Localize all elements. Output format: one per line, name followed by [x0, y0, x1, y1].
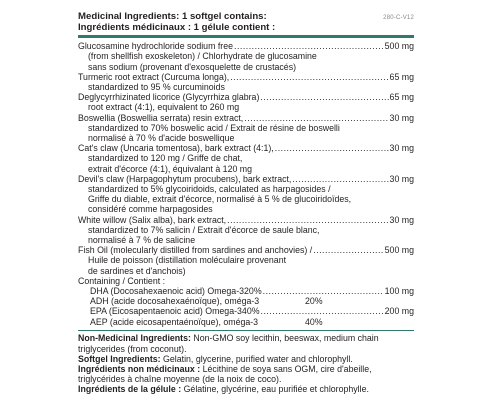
- ingredient-row: [78, 113, 414, 123]
- ingredient-name: Boswellia (Boswellia serrata) resin extract,: [78, 112, 244, 123]
- containing-label: Containing / Contient :: [78, 275, 166, 286]
- dot-leader: [263, 286, 384, 296]
- ingredient-amount: 500 mg: [384, 245, 414, 256]
- ingredient-detail: normalisé à 70 % d'acide boswellique: [88, 133, 235, 144]
- ingredient-detail: Griffe du diable, extrait d'écorce, normalisé à 5 % de glucoiridoïdes,: [88, 194, 352, 205]
- ingredient-amount: 30 mg: [389, 112, 414, 123]
- containing-row: [78, 317, 414, 327]
- ingredient-row: [78, 245, 414, 255]
- ingredient-name: Deglycyrrhizinated licorice (Glycyrrhiza glabra): [78, 92, 260, 103]
- non-medicinal-paragraph: [78, 364, 414, 384]
- ingredient-detail: standardized to 70% boswelic acid / Extrait de résine de boswelli: [88, 122, 340, 133]
- dot-leader: [313, 245, 383, 255]
- non-medicinal-text: Non-GMO soy lecithin, beeswax, medium chain triglycerides (from coconut).: [78, 333, 379, 354]
- ingredient-detail: normalisé à 7 % de salicine: [88, 235, 196, 246]
- containing-row: [78, 306, 414, 316]
- ingredient-name: Turmeric root extract (Curcuma longa),: [78, 71, 230, 82]
- dot-leader: [275, 143, 389, 153]
- product-code: 280-C-V12: [383, 15, 414, 21]
- ingredient-detail: standardized to 120 mg / Griffe de chat,: [88, 153, 243, 164]
- ingredient-name: Devil's claw (Harpagophytum procubens), bark extract,: [78, 173, 292, 184]
- containing-row: [78, 296, 414, 306]
- containing-percent: 20%: [244, 286, 262, 297]
- non-medicinal-label: Non-Medicinal Ingredients:: [78, 333, 191, 344]
- ingredient-row: [78, 72, 414, 82]
- ingredient-amount: 65 mg: [389, 71, 414, 82]
- ingredient-name: Cat's claw (Uncaria tomentosa), bark extract (4:1),: [78, 143, 274, 154]
- non-medicinal-section: [78, 333, 414, 394]
- ingredient-name: Fish Oil (molecularly distilled from sardines and anchovies) /: [78, 245, 313, 256]
- ingredient-row: [78, 215, 414, 225]
- ingredient-detail: standardized to 7% salicin / Extrait d'écorce de saule blanc,: [88, 224, 320, 235]
- dot-leader: [260, 92, 388, 102]
- supplement-facts-panel: [78, 12, 414, 395]
- non-medicinal-text: Gélatine, glycérine, eau purifiée et chlorophylle.: [181, 384, 369, 395]
- dot-leader: [244, 113, 388, 123]
- containing-name: ADH (acide docosahexaénoïque), oméga-3: [90, 296, 260, 307]
- containing-name: DHA (Docosahexaenoic acid) Omega-3: [90, 286, 245, 297]
- non-medicinal-label: Ingrédients de la gélule :: [78, 384, 182, 395]
- header-fr: Ingrédients médicinaux : 1 gélule contient :: [78, 21, 276, 33]
- containing-row: [78, 286, 414, 296]
- containing-percent: 20%: [305, 296, 323, 307]
- containing-amount: 100 mg: [384, 286, 414, 297]
- ingredient-detail: extrait d'écorce (4:1), équivalant à 120 mg: [88, 163, 253, 174]
- ingredient-detail: de sardines et d'anchois): [88, 265, 186, 276]
- ingredient-amount: 65 mg: [389, 92, 414, 103]
- dot-leader: [292, 174, 388, 184]
- dot-leader: [261, 306, 384, 316]
- non-medicinal-paragraph: [78, 384, 414, 394]
- dot-leader: [230, 72, 388, 82]
- ingredient-row: [78, 92, 414, 102]
- containing-percent: 40%: [241, 306, 260, 317]
- ingredient-list: [78, 41, 414, 276]
- containing-percent: 40%: [305, 316, 323, 327]
- dot-leader: [227, 215, 388, 225]
- ingredient-name: Glucosamine hydrochloride sodium free: [78, 41, 233, 52]
- ingredient-row: [78, 143, 414, 153]
- non-medicinal-label: Softgel Ingredients:: [78, 353, 161, 364]
- containing-amount: 200 mg: [384, 306, 414, 317]
- ingredient-detail: sans sodium (provenant d'exosquelette de crustacés): [88, 61, 297, 72]
- ingredient-detail: standardized to 95 % curcuminoids: [88, 82, 225, 92]
- dot-leader: [234, 41, 384, 51]
- containing-name: AEP (acide eicosapentaénoïque), oméga-3: [90, 316, 259, 327]
- ingredient-detail: Huile de poisson (distillation moléculaire provenant: [88, 255, 287, 266]
- containing-list: [78, 286, 414, 327]
- ingredient-detail: (from shellfish exoskeleton) / Chlorhydrate de glucosamine: [88, 51, 317, 62]
- ingredient-amount: 30 mg: [389, 143, 414, 154]
- ingredient-amount: 30 mg: [389, 173, 414, 184]
- non-medicinal-text: Lécithine de soya sans OGM, cire d'abeille, triglycérides à chaîne moyenne (de la noix de coco).: [78, 363, 372, 385]
- ingredient-detail: root extract (4:1), equivalent to 260 mg: [88, 102, 240, 113]
- ingredient-row: [78, 174, 414, 184]
- ingredient-name: White willow (Salix alba), bark extract,: [78, 214, 227, 225]
- ingredient-row: [78, 41, 414, 51]
- containing-name: EPA (Eicosapentaenoic acid) Omega-3: [90, 306, 242, 317]
- non-medicinal-text: Gelatin, glycerine, purified water and chlorophyll.: [160, 353, 353, 364]
- non-medicinal-paragraph: [78, 333, 414, 353]
- ingredient-detail: standardized to 5% glycoiridoids, calculated as harpagosides /: [88, 184, 331, 195]
- ingredient-amount: 500 mg: [384, 41, 414, 52]
- header-en: Medicinal Ingredients: 1 softgel contains:: [78, 11, 267, 22]
- header-rule: [78, 35, 414, 38]
- ingredient-amount: 30 mg: [389, 214, 414, 225]
- non-medicinal-paragraph: [78, 354, 414, 364]
- ingredient-detail: considéré comme harpagosides: [88, 204, 213, 215]
- section-rule: [78, 330, 414, 332]
- non-medicinal-label: Ingrédients non médicinaux :: [78, 363, 201, 374]
